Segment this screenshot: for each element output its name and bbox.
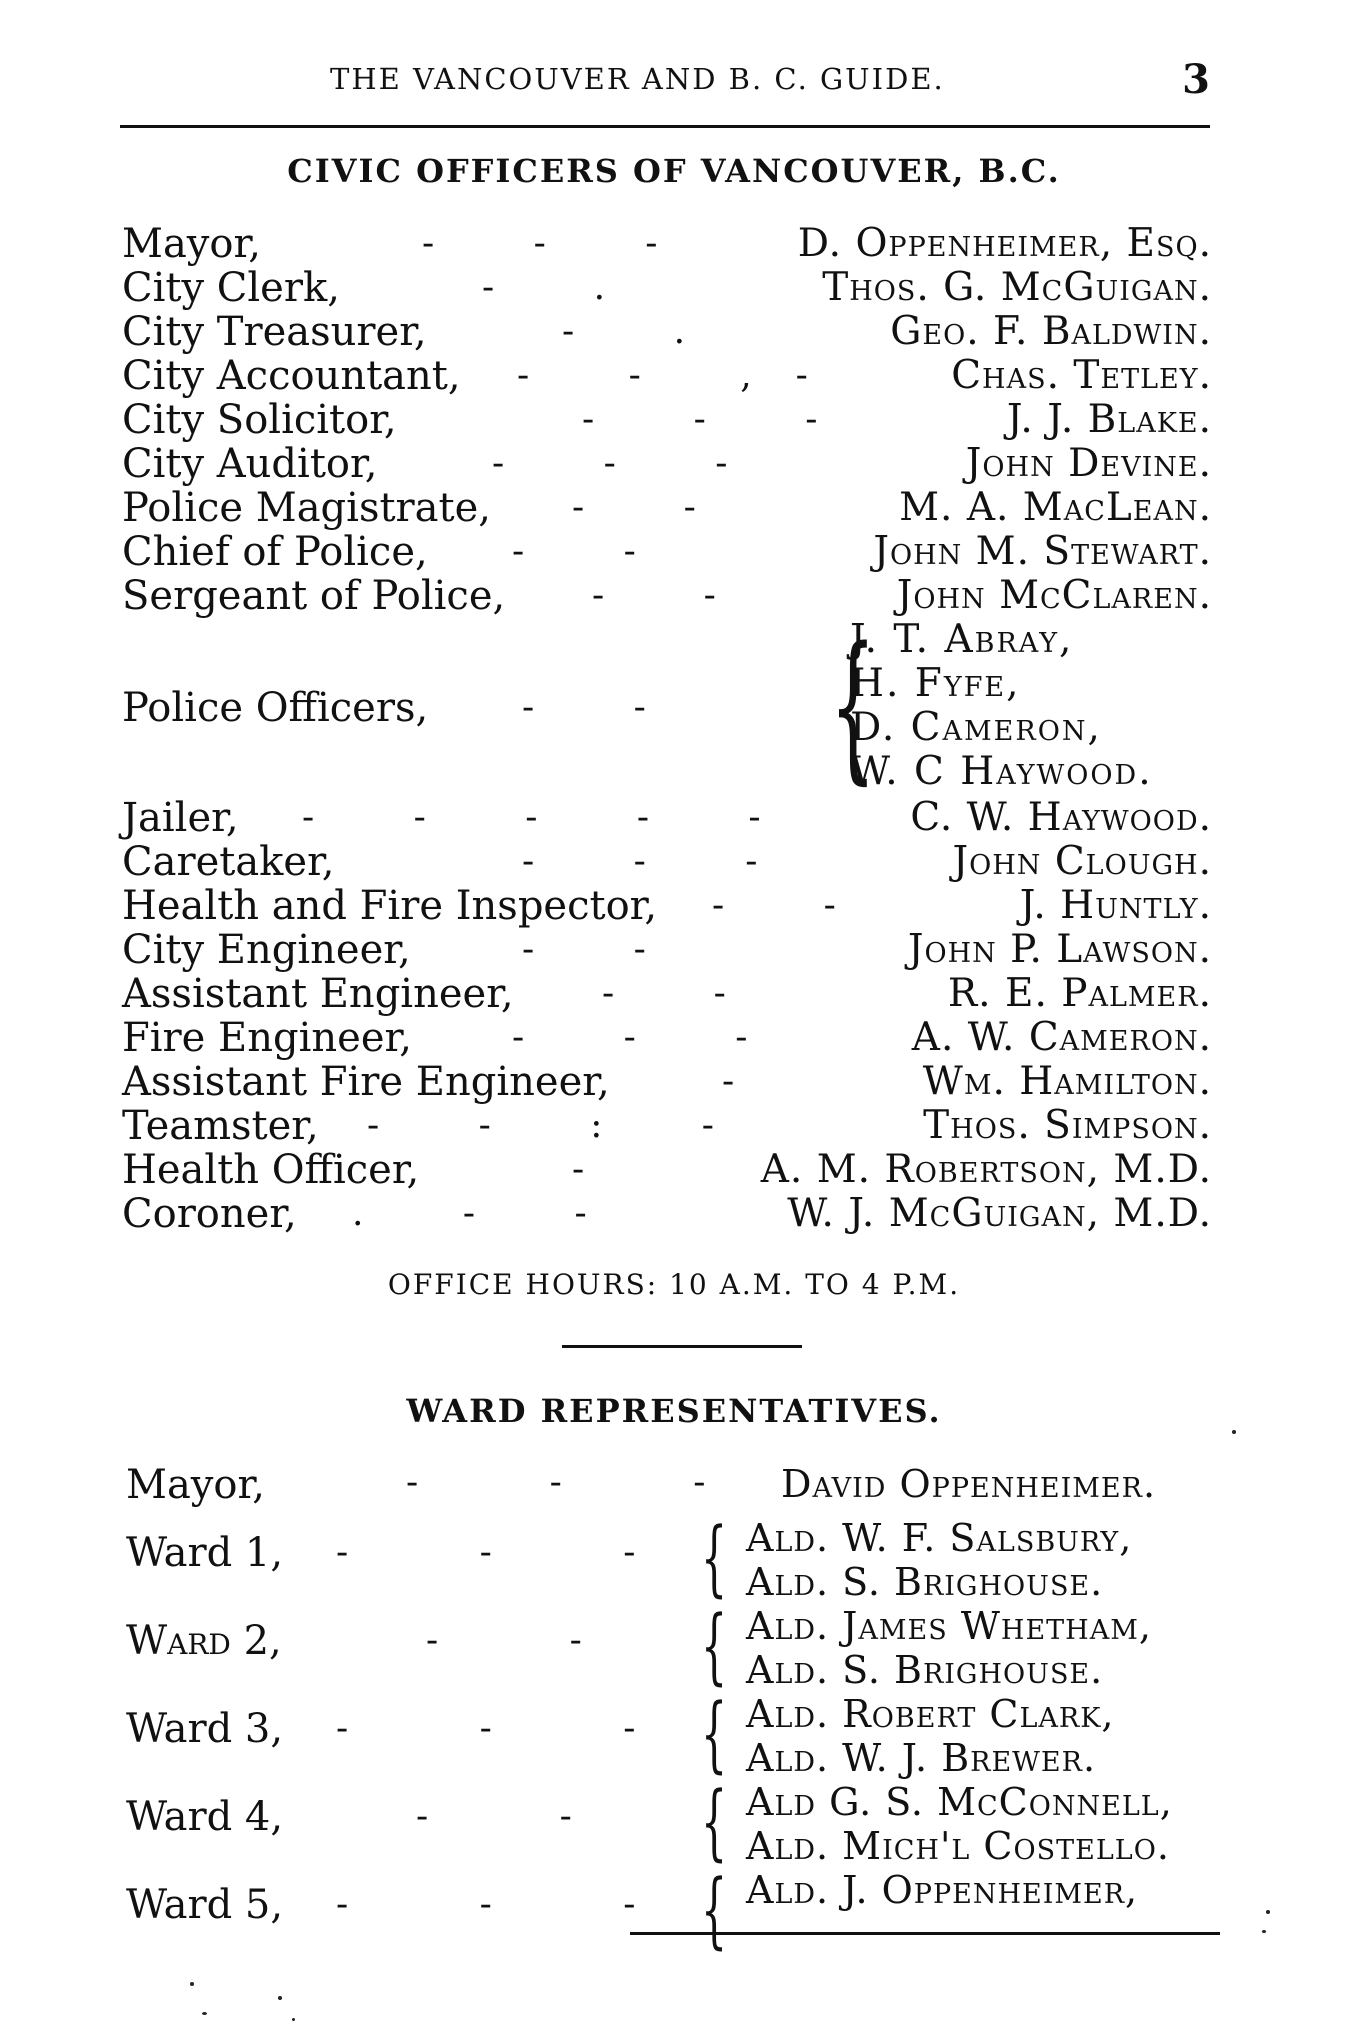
civic-row: [122, 928, 1212, 972]
brace-icon: {: [701, 1775, 728, 1870]
ward-members: [781, 1462, 1156, 1506]
officer-name: A. W. Cameron.: [911, 1015, 1212, 1060]
dot-leaders: -: [722, 1061, 779, 1102]
officer-name: John M. Stewart.: [873, 529, 1212, 574]
blank-entry-line: [630, 1932, 1220, 1935]
ward-members: [746, 1868, 1138, 1912]
brace-icon: {: [830, 612, 876, 799]
dot-leaders: - -: [522, 687, 690, 728]
civic-row: [122, 442, 1212, 486]
ward-label: Ward 5,: [126, 1882, 284, 1928]
office-label: Caretaker,: [122, 839, 335, 885]
page-number: 3: [1182, 56, 1210, 103]
officer-name: John McClaren.: [896, 573, 1212, 618]
officer-name: J. J. Blake.: [1006, 397, 1212, 442]
running-title: THE VANCOUVER AND B. C. GUIDE.: [330, 62, 945, 96]
officer-name: John Devine.: [965, 441, 1212, 486]
officer-name: Geo. F. Baldwin.: [890, 309, 1212, 354]
civic-row: [122, 1192, 1212, 1236]
dot-leaders: - -: [592, 575, 760, 616]
dot-leaders: . - -: [352, 1193, 631, 1234]
dot-leaders: -: [572, 1149, 629, 1190]
ink-speck: [1232, 1430, 1236, 1434]
office-label: Assistant Fire Engineer,: [122, 1059, 610, 1105]
dot-leaders: - - - - -: [302, 797, 805, 838]
ward-row: [126, 1599, 1216, 1694]
ward-member: Ald. W. J. Brewer.: [746, 1736, 1097, 1780]
officer-name: A. M. Robertson, M.D.: [760, 1147, 1212, 1192]
civic-row: [122, 266, 1212, 310]
ward-label: Ward 1,: [126, 1530, 284, 1576]
ward-member: Ald. J. Oppenheimer,: [746, 1868, 1139, 1912]
ward-members: [746, 1692, 1115, 1780]
dot-leaders: - - -: [406, 1462, 766, 1503]
dot-leaders: - .: [562, 311, 730, 352]
civic-row: [122, 884, 1212, 928]
civic-row: [122, 574, 1212, 618]
office-label: Assistant Engineer,: [122, 971, 514, 1017]
police-officer-name: D. Cameron,: [850, 705, 1102, 750]
office-label: City Treasurer,: [122, 309, 427, 355]
officer-name: Chas. Tetley.: [951, 353, 1212, 398]
office-label: Health Officer,: [122, 1147, 420, 1193]
ink-speck: [292, 2018, 295, 2021]
office-label: Sergeant of Police,: [122, 573, 506, 619]
ward-row: [126, 1511, 1216, 1606]
ward-member: Ald. James Whetham,: [746, 1604, 1152, 1648]
office-label: Police Officers,: [122, 685, 429, 731]
office-label: Mayor,: [122, 221, 261, 267]
dot-leaders: - -: [416, 1796, 632, 1837]
ward-member: Ald. Robert Clark,: [746, 1692, 1115, 1736]
office-label: Police Magistrate,: [122, 485, 491, 531]
ink-speck: [278, 1996, 282, 2000]
ward-label: Ward 3,: [126, 1706, 284, 1752]
brace-icon: {: [701, 1863, 728, 1958]
office-label: Chief of Police,: [122, 529, 428, 575]
office-label: Teamster,: [122, 1103, 319, 1149]
ward-member: David Oppenheimer.: [781, 1462, 1157, 1506]
civic-row: [122, 1060, 1212, 1104]
dot-leaders: - - ,-: [517, 355, 852, 396]
civic-row: [122, 530, 1212, 574]
dot-leaders: - -: [572, 487, 740, 528]
dot-leaders: - -: [512, 531, 680, 572]
dot-leaders: - -: [426, 1620, 642, 1661]
dot-leaders: - - -: [336, 1708, 696, 1749]
page-header: [120, 56, 1210, 122]
brace-icon: {: [701, 1599, 728, 1694]
ward-row: [126, 1863, 1216, 1958]
civic-row: [122, 310, 1212, 354]
brace-icon: {: [701, 1687, 728, 1782]
dot-leaders: - - -: [336, 1884, 696, 1925]
officer-name: C. W. Haywood.: [910, 795, 1212, 840]
ward-label: Ward 2,: [126, 1618, 282, 1664]
civic-row: [122, 972, 1212, 1016]
civic-row: [122, 1104, 1212, 1148]
office-label: Fire Engineer,: [122, 1015, 412, 1061]
dot-leaders: - - -: [336, 1532, 696, 1573]
civic-row: [122, 354, 1212, 398]
ward-members: [746, 1604, 1152, 1692]
dot-leaders: - - -: [422, 223, 702, 264]
office-label: City Clerk,: [122, 265, 340, 311]
ward-row: [126, 1687, 1216, 1782]
dot-leaders: - -: [522, 929, 690, 970]
office-hours: OFFICE HOURS: 10 A.M. TO 4 P.M.: [387, 1268, 961, 1301]
officer-name: John P. Lawson.: [907, 927, 1212, 972]
police-officer-name: J. T. Abray,: [850, 617, 1074, 662]
civic-row: [122, 840, 1212, 884]
ward-member: Ald. Mich'l Costello.: [746, 1824, 1170, 1868]
civic-officers-title: CIVIC OFFICERS OF VANCOUVER, B.C.: [287, 152, 1061, 190]
office-label: City Accountant,: [122, 353, 461, 399]
officer-name: M. A. MacLean.: [899, 485, 1212, 530]
civic-row: [122, 1016, 1212, 1060]
office-label: Health and Fire Inspector,: [122, 883, 658, 929]
civic-row: [122, 796, 1212, 840]
section-divider: [562, 1345, 802, 1348]
ward-representatives-title: WARD REPRESENTATIVES.: [406, 1392, 942, 1430]
ink-speck: [1266, 1910, 1270, 1914]
ink-speck: [190, 1982, 194, 1986]
ward-member: Ald. S. Brighouse.: [746, 1648, 1104, 1692]
office-label: City Solicitor,: [122, 397, 397, 443]
office-label: Coroner,: [122, 1191, 297, 1237]
ward-members: [746, 1780, 1173, 1868]
ward-row: [126, 1775, 1216, 1870]
dot-leaders: - - -: [582, 399, 862, 440]
officer-name: D. Oppenheimer, Esq.: [797, 221, 1212, 266]
office-label: City Auditor,: [122, 441, 378, 487]
office-label: Jailer,: [122, 795, 239, 841]
officer-name: Thos. Simpson.: [923, 1103, 1212, 1148]
dot-leaders: - - -: [492, 443, 772, 484]
ward-label: Mayor,: [126, 1462, 265, 1508]
ward-members: [746, 1516, 1132, 1604]
dot-leaders: - - : -: [367, 1105, 758, 1146]
ink-speck: [202, 2012, 207, 2015]
officer-name: J. Huntly.: [1019, 883, 1212, 928]
dot-leaders: - - -: [522, 841, 802, 882]
police-officer-name: W. C Haywood.: [850, 749, 1153, 794]
ward-label: Ward 4,: [126, 1794, 284, 1840]
police-officer-name: H. Fyfe,: [850, 661, 1021, 706]
officer-name: Thos. G. McGuigan.: [822, 265, 1212, 310]
brace-icon: {: [701, 1511, 728, 1606]
officer-name: John Clough.: [952, 839, 1212, 884]
officer-name: R. E. Palmer.: [947, 971, 1212, 1016]
ink-speck: [1262, 1930, 1266, 1933]
office-label: City Engineer,: [122, 927, 411, 973]
civic-row: [122, 222, 1212, 266]
dot-leaders: - - -: [512, 1017, 792, 1058]
ward-member: Ald G. S. McConnell,: [746, 1780, 1173, 1824]
civic-row: [122, 486, 1212, 530]
dot-leaders: - -: [602, 973, 770, 1014]
civic-row: [122, 1148, 1212, 1192]
ward-member: Ald. S. Brighouse.: [746, 1560, 1104, 1604]
header-rule: [120, 125, 1210, 128]
ward-member: Ald. W. F. Salsbury,: [746, 1516, 1133, 1560]
officer-name: W. J. McGuigan, M.D.: [787, 1191, 1212, 1236]
civic-row: [122, 398, 1212, 442]
officer-name: Wm. Hamilton.: [922, 1059, 1212, 1104]
dot-leaders: - .: [482, 267, 650, 308]
dot-leaders: - -: [712, 885, 880, 926]
